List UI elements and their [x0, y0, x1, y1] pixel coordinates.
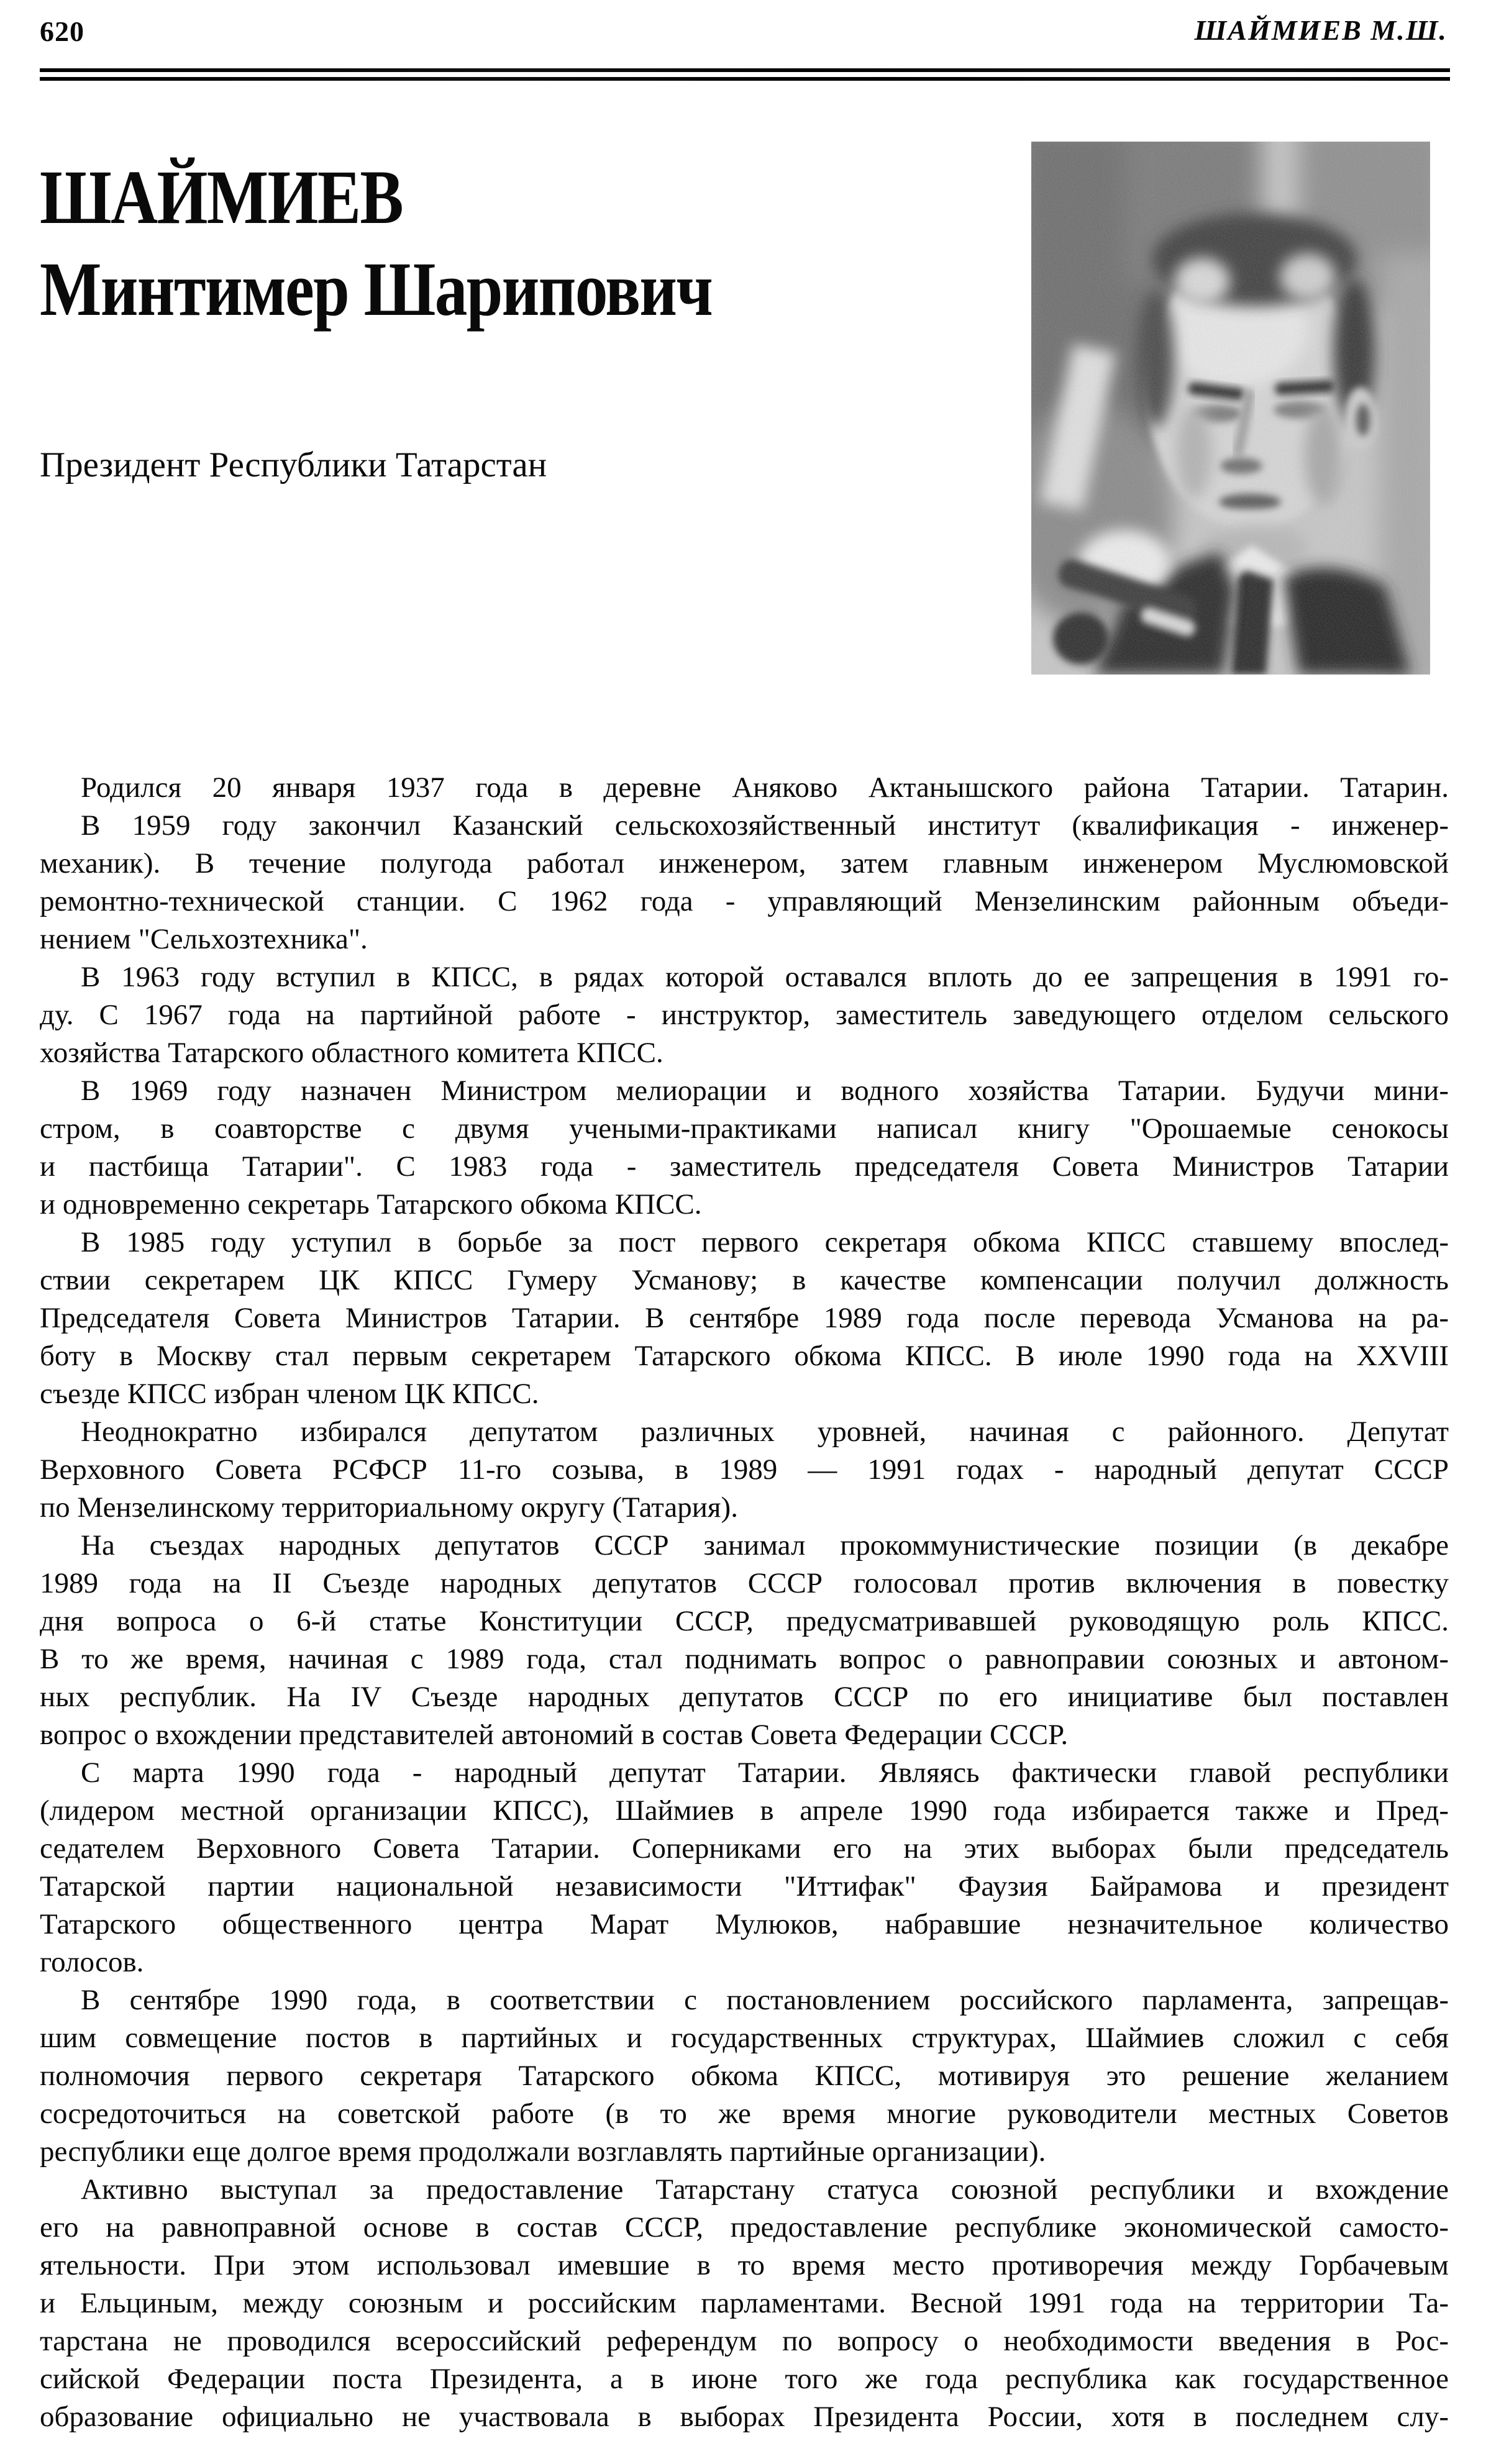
paragraph — [40, 1224, 1449, 1413]
text-line: и одновременно секретарь Татарского обкома КПСС. — [40, 1188, 702, 1221]
text-line: На съездах народных депутатов СССР занимал прокоммунистические позиции (в декабре — [81, 1529, 1449, 1562]
text-line: боту в Москву стал первым секретарем Татарского обкома КПСС. В июле 1990 года на XXVIII — [40, 1340, 1449, 1372]
text-line: В 1959 году закончил Казанский сельскохозяйственный институт (квалификация - инженер- — [81, 809, 1449, 842]
text-line: ных республик. На IV Съезде народных депутатов СССР по его инициативе был поставлен — [40, 1681, 1449, 1713]
text-line: образование официально не участвовала в выборах Президента России, хотя в последнем слу- — [40, 2401, 1449, 2433]
text-line: (лидером местной организации КПСС), Шаймиев в апреле 1990 года избирается также и Пред- — [40, 1794, 1449, 1827]
article-subtitle: Президент Республики Татарстан — [40, 445, 547, 484]
article-title-surname: ШАЙМИЕВ — [40, 155, 403, 240]
text-line: ремонтно-технической станции. С 1962 года - управляющий Мензелинским районным объеди- — [40, 885, 1449, 917]
text-line: 1989 года на II Съезде народных депутатов СССР голосовал против включения в повестку — [40, 1567, 1449, 1599]
text-line: Неоднократно избирался депутатом различных уровней, начиная с районного. Депутат — [81, 1416, 1449, 1448]
paragraph — [40, 807, 1449, 958]
text-line: В 1985 году уступил в борьбе за пост первого секретаря обкома КПСС ставшему впослед- — [81, 1226, 1449, 1258]
paragraph — [40, 769, 1449, 807]
text-line: Татарского общественного центра Марат Мулюков, набравшие незначительное количество — [40, 1908, 1449, 1940]
text-line: ятельности. При этом использовал имевшие в то время место противоречия между Горбачевым — [40, 2249, 1449, 2281]
text-line: В то же время, начиная с 1989 года, стал поднимать вопрос о равноправии союзных и автоном- — [40, 1643, 1449, 1675]
text-line: голосов. — [40, 1946, 144, 1978]
text-line: Активно выступал за предоставление Татарстану статуса союзной республики и вхождение — [81, 2173, 1449, 2206]
text-line: Верховного Совета РСФСР 11-го созыва, в 1989 — 1991 годах - народный депутат СССР — [40, 1453, 1449, 1486]
text-line: полномочия первого секретаря Татарского обкома КПСС, мотивируя это решение желанием — [40, 2060, 1449, 2092]
paragraph — [40, 958, 1449, 1072]
text-line: и пастбища Татарии". С 1983 года - заместитель председателя Совета Министров Татарии — [40, 1150, 1449, 1183]
paragraph — [40, 1413, 1449, 1527]
article-title-name: Минтимер Шарипович — [40, 247, 713, 332]
text-line: стром, в соавторстве с двумя учеными-практиками написал книгу "Орошаемые сенокосы — [40, 1112, 1449, 1145]
page-number: 620 — [40, 16, 84, 47]
text-line: шим совмещение постов в партийных и государственных структурах, Шаймиев сложил с себя — [40, 2022, 1449, 2054]
text-line: по Мензелинскому территориальному округу (Татария). — [40, 1491, 738, 1524]
text-line: седателем Верховного Совета Татарии. Соперниками его на этих выборах были председатель — [40, 1832, 1449, 1865]
paragraph — [40, 2171, 1449, 2436]
divider-line-top — [40, 68, 1450, 72]
text-line: сосредоточиться на советской работе (в то же время многие руководители местных Советов — [40, 2098, 1449, 2130]
text-line: нением "Сельхозтехника". — [40, 923, 368, 955]
paragraph — [40, 1527, 1449, 1754]
paragraph — [40, 1072, 1449, 1224]
text-line: механик). В течение полугода работал инженером, затем главным инженером Муслюмовской — [40, 847, 1449, 880]
portrait-photo — [1031, 142, 1430, 675]
text-line: его на равноправной основе в состав СССР, предоставление республике экономической самосто- — [40, 2211, 1449, 2244]
text-line: ствии секретарем ЦК КПСС Гумеру Усманову; в качестве компенсации получил должность — [40, 1264, 1449, 1296]
text-line: съезде КПСС избран членом ЦК КПСС. — [40, 1378, 539, 1410]
text-line: С марта 1990 года - народный депутат Татарии. Являясь фактически главой республики — [81, 1757, 1449, 1789]
article-title — [40, 152, 712, 335]
text-line: Татарской партии национальной независимости "Иттифак" Фаузия Байрамова и президент — [40, 1870, 1449, 1903]
text-line: и Ельциным, между союзным и российским парламентами. Весной 1991 года на территории Та- — [40, 2287, 1449, 2319]
text-line: тарстана не проводился всероссийский референдум по вопросу о необходимости введения в Рос- — [40, 2325, 1449, 2357]
text-line: В 1969 году назначен Министром мелиорации и водного хозяйства Татарии. Будучи мини- — [81, 1075, 1449, 1107]
running-title: ШАЙМИЕВ М.Ш. — [1194, 14, 1448, 46]
text-line: Родился 20 января 1937 года в деревне Аняково Актанышского района Татарии. Татарин. — [81, 771, 1449, 804]
text-line: хозяйства Татарского областного комитета КПСС. — [40, 1037, 663, 1069]
header-divider — [40, 68, 1450, 81]
paragraph — [40, 1754, 1449, 1981]
paragraph — [40, 1981, 1449, 2171]
text-line: вопрос о вхождении представителей автономий в состав Совета Федерации СССР. — [40, 1719, 1069, 1751]
text-line: сийской Федерации поста Президента, а в июне того же года республика как государственное — [40, 2363, 1449, 2395]
text-line: В 1963 году вступил в КПСС, в рядах которой оставался вплоть до ее запрещения в 1991 го- — [81, 961, 1449, 993]
text-line: ду. С 1967 года на партийной работе - инструктор, заместитель заведующего отделом сельского — [40, 999, 1449, 1031]
text-line: республики еще долгое время продолжали возглавлять партийные организации). — [40, 2135, 1046, 2168]
portrait-photo-image — [1031, 142, 1430, 675]
text-line: В сентябре 1990 года, в соответствии с постановлением российского парламента, запрещав- — [81, 1984, 1449, 2016]
divider-line-bottom — [40, 77, 1450, 81]
body-text — [40, 769, 1449, 2436]
text-line: дня вопроса о 6-й статье Конституции СССР, предусматривавшей руководящую роль КПСС. — [40, 1605, 1449, 1637]
text-line: Председателя Совета Министров Татарии. В сентябре 1989 года после перевода Усманова на ра- — [40, 1302, 1449, 1334]
